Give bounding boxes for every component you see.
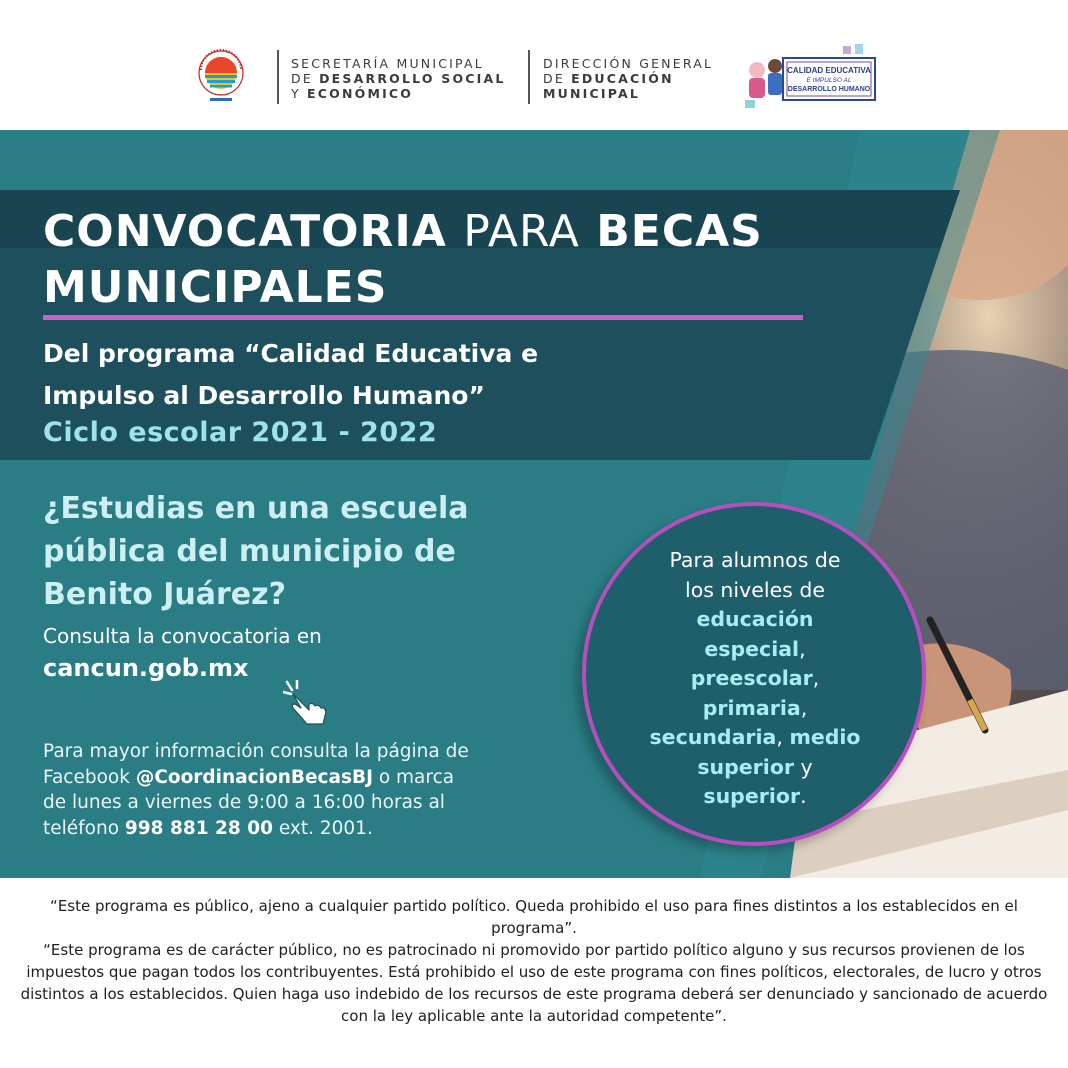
level-line: secundaria, medio [649, 725, 861, 749]
direccion-line1: DIRECCIÓN GENERAL [543, 56, 714, 71]
secretaria-line3: Y ECONÓMICO [291, 86, 414, 101]
website-link[interactable]: cancun.gob.mx [43, 654, 249, 682]
levels-text [600, 546, 910, 812]
level-line: primaria, [702, 695, 808, 720]
question-heading [43, 487, 469, 616]
direccion-text [543, 56, 713, 101]
header-divider [528, 50, 530, 104]
main-title-line1: CONVOCATORIA PARA BECAS [43, 206, 763, 257]
municipal-seal-logo [196, 48, 246, 106]
program-subtitle-line2: Impulso al Desarrollo Humano” [43, 381, 485, 410]
levels-intro-line2: los niveles de [685, 577, 825, 602]
contact-line4: teléfono 998 881 28 00 ext. 2001. [43, 817, 373, 839]
direccion-line3: MUNICIPAL [543, 86, 640, 101]
disclaimer-paragraph-2: “Este programa es de carácter público, no es patrocinado ni promovido por partido político alguno y sus recursos provienen de los impuestos que pagan todos los contribuyentes. Está prohibido el uso de este programa con fines políticos, electorales, de lucro y otros distintos a los establecidos. Quien haga uso indebido de los recursos de este programa deberá ser denunciado y sancionado de acuerdo con la ley aplicable ante la autoridad competente”. [20, 941, 1048, 1025]
secretaria-text [291, 56, 506, 101]
level-line: especial, [704, 636, 806, 661]
question-line2: pública del municipio de [43, 534, 456, 569]
contact-line1: Para mayor información consulta la página de [43, 741, 469, 762]
direccion-line2: DE EDUCACIÓN [543, 71, 674, 86]
level-line: superior y [697, 754, 813, 779]
school-cycle: Ciclo escolar 2021 - 2022 [43, 417, 438, 448]
calidad-educativa-logo [743, 40, 883, 112]
pointing-hand-icon [283, 680, 329, 726]
program-subtitle [43, 333, 538, 417]
question-line3: Benito Juárez? [43, 577, 287, 612]
level-line: preescolar, [690, 666, 820, 690]
level-line: educación [696, 607, 814, 631]
disclaimer-paragraph-1: “Este programa es público, ajeno a cualquier partido político. Queda prohibido el uso para fines distintos a los establecidos en el programa”. [50, 897, 1018, 937]
secretaria-line1: SECRETARÍA MUNICIPAL [291, 56, 484, 71]
secretaria-line2: DE DESARROLLO SOCIAL [291, 71, 506, 86]
question-line1: ¿Estudias en una escuela [43, 491, 469, 526]
program-logo-line2: E IMPULSO AL [806, 77, 852, 84]
contact-info [43, 739, 469, 841]
program-logo-line3: DESARROLLO HUMANO [787, 86, 871, 93]
header-divider [277, 50, 279, 104]
main-title-line2: MUNICIPALES [43, 262, 388, 313]
title-underline [43, 315, 803, 320]
contact-line3: de lunes a viernes de 9:00 a 16:00 horas al [43, 792, 445, 813]
legal-disclaimer [20, 895, 1048, 1027]
contact-line2: Facebook @CoordinacionBecasBJ o marca [43, 766, 455, 788]
levels-intro-line1: Para alumnos de [669, 548, 841, 572]
program-logo-line1: CALIDAD EDUCATIVA [787, 66, 871, 75]
facebook-handle[interactable]: @CoordinacionBecasBJ [135, 766, 373, 788]
program-subtitle-line1: Del programa “Calidad Educativa e [43, 339, 539, 368]
header-bar [0, 0, 1068, 130]
level-line: superior. [703, 784, 807, 808]
main-title [43, 204, 763, 316]
consult-text: Consulta la convocatoria en [43, 624, 322, 648]
phone-number[interactable]: 998 881 28 00 [124, 817, 273, 839]
